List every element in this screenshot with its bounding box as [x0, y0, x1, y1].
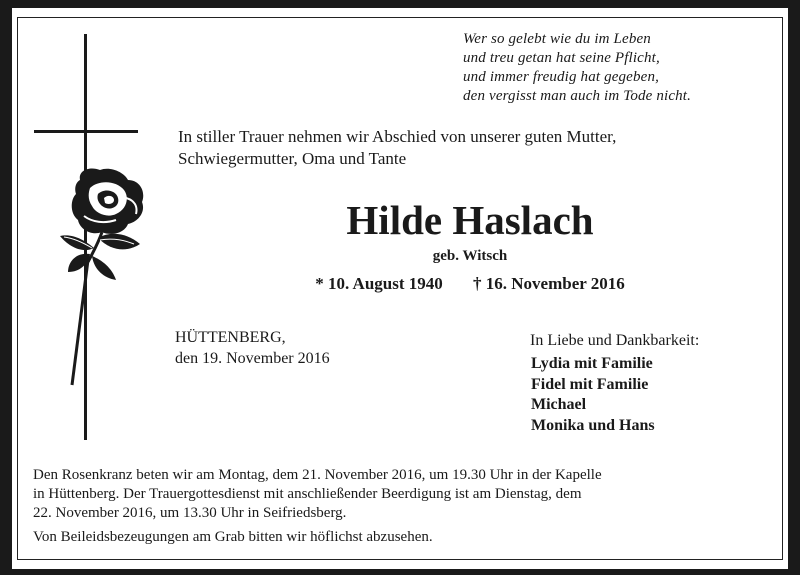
birth-date: * 10. August 1940: [315, 274, 443, 293]
intro-line: Schwiegermutter, Oma und Tante: [178, 149, 407, 168]
motto-poem: [463, 30, 783, 106]
death-date: † 16. November 2016: [473, 274, 625, 293]
service-line: 22. November 2016, um 13.30 Uhr in Seifriedsberg.: [33, 505, 347, 521]
mourner-name: Monika und Hans: [531, 416, 655, 434]
intro-line: In stiller Trauer nehmen wir Abschied von unserer guten Mutter,: [178, 127, 617, 146]
mourner-name: Michael: [531, 396, 587, 413]
service-info: [33, 466, 773, 523]
motto-line: und treu getan hat seine Pflicht,: [463, 50, 660, 66]
motto-line: und immer freudig hat gegeben,: [463, 69, 659, 85]
mourner-name: Fidel mit Familie: [531, 375, 649, 393]
deceased-name: Hilde Haslach: [346, 197, 594, 243]
intro-text: [178, 126, 778, 170]
mourners-list: [531, 354, 781, 436]
condolence-note: Von Beileidsbezeugungen am Grab bitten wir höflichst abzusehen.: [33, 529, 433, 545]
service-line: in Hüttenberg. Der Trauergottesdienst mit anschließender Beerdigung ist am Dienstag, dem: [33, 486, 582, 502]
place-date: [175, 327, 435, 369]
rose-icon: [60, 168, 143, 280]
motto-line: Wer so gelebt wie du im Leben: [463, 31, 651, 47]
life-dates: [200, 273, 740, 295]
birth-name: geb. Witsch: [432, 248, 508, 264]
cross-icon: [28, 30, 158, 450]
mourners-heading: In Liebe und Dankbarkeit:: [530, 332, 700, 349]
place-town: HÜTTENBERG,: [175, 329, 286, 346]
mourner-name: Lydia mit Familie: [531, 355, 653, 372]
service-line: Den Rosenkranz beten wir am Montag, dem 21. November 2016, um 19.30 Uhr in der Kapelle: [33, 467, 602, 483]
motto-line: den vergisst man auch im Tode nicht.: [463, 88, 692, 104]
place-date-line: den 19. November 2016: [175, 350, 330, 367]
